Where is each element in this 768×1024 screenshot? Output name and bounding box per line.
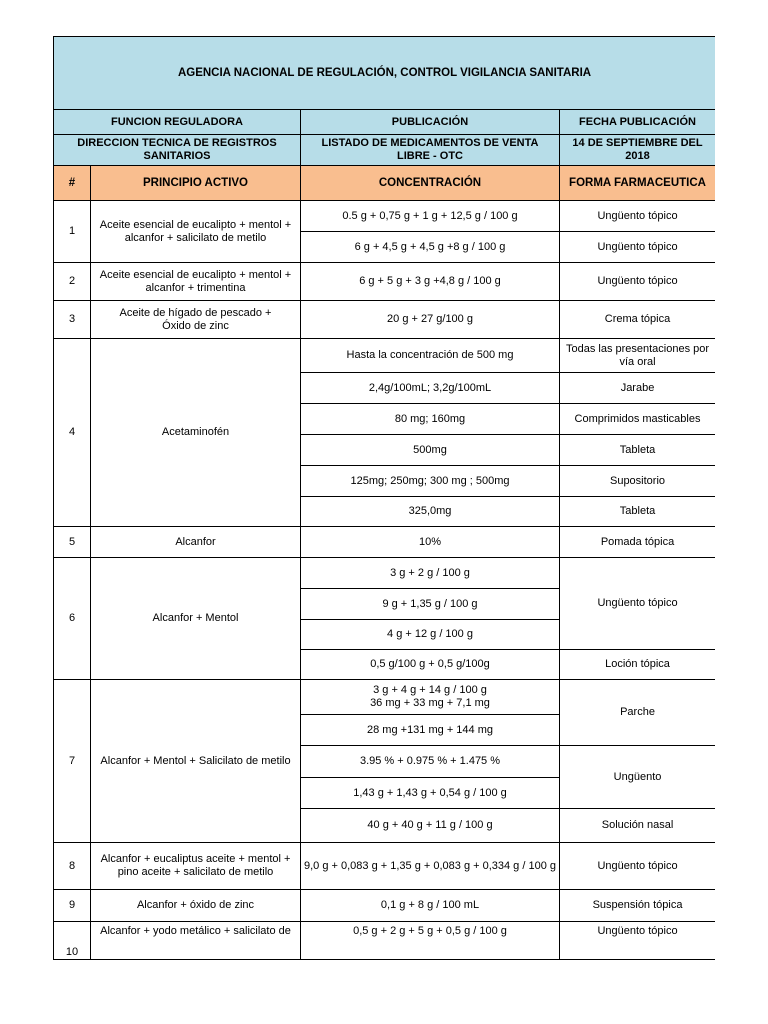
- forma-farmaceutica: Ungüento tópico: [560, 201, 716, 232]
- table-row: [54, 263, 716, 301]
- table-row: [54, 680, 716, 715]
- row-number: 4: [54, 339, 91, 527]
- concentracion: 2,4g/100mL; 3,2g/100mL: [301, 373, 560, 404]
- otc-medicines-table: [53, 36, 715, 960]
- principio-activo: Aceite esencial de eucalipto + mentol + alcanfor + salicilato de metilo: [91, 201, 301, 263]
- fecha-publicacion-value: 14 DE SEPTIEMBRE DEL 2018: [560, 135, 716, 166]
- row-number: 9: [54, 890, 91, 922]
- concentracion: 6 g + 5 g + 3 g +4,8 g / 100 g: [301, 263, 560, 301]
- forma-farmaceutica: Ungüento tópico: [560, 922, 716, 960]
- concentracion: 3 g + 2 g / 100 g: [301, 558, 560, 589]
- row-number: 6: [54, 558, 91, 680]
- publicacion-value: LISTADO DE MEDICAMENTOS DE VENTA LIBRE - OTC: [301, 135, 560, 166]
- forma-farmaceutica: Pomada tópica: [560, 527, 716, 558]
- concentracion: 500mg: [301, 435, 560, 466]
- concentracion: 0,5 g + 2 g + 5 g + 0,5 g / 100 g: [301, 922, 560, 960]
- principio-activo: Alcanfor + Mentol + Salicilato de metilo: [91, 680, 301, 843]
- agency-title: AGENCIA NACIONAL DE REGULACIÓN, CONTROL VIGILANCIA SANITARIA: [54, 37, 716, 110]
- forma-farmaceutica: Loción tópica: [560, 650, 716, 680]
- row-number: 7: [54, 680, 91, 843]
- principio-activo: Alcanfor + eucaliptus aceite + mentol + pino aceite + salicilato de metilo: [91, 843, 301, 890]
- funcion-reguladora-label: FUNCION REGULADORA: [54, 110, 301, 135]
- forma-farmaceutica: Ungüento tópico: [560, 843, 716, 890]
- concentracion: 3 g + 4 g + 14 g / 100 g 36 mg + 33 mg + 7,1 mg: [301, 680, 560, 715]
- column-header-forma: FORMA FARMACEUTICA: [560, 166, 716, 201]
- concentracion: 0,5 g/100 g + 0,5 g/100g: [301, 650, 560, 680]
- concentracion: 20 g + 27 g/100 g: [301, 301, 560, 339]
- column-header-number: #: [54, 166, 91, 201]
- row-number: 1: [54, 201, 91, 263]
- concentracion: 125mg; 250mg; 300 mg ; 500mg: [301, 466, 560, 497]
- concentracion: 4 g + 12 g / 100 g: [301, 620, 560, 650]
- column-header-principio: PRINCIPIO ACTIVO: [91, 166, 301, 201]
- row-number: 2: [54, 263, 91, 301]
- principio-activo: Aceite de hígado de pescado + Óxido de zinc: [91, 301, 301, 339]
- table-row: [54, 890, 716, 922]
- principio-activo: Alcanfor + Mentol: [91, 558, 301, 680]
- principio-activo: Aceite esencial de eucalipto + mentol + alcanfor + trimentina: [91, 263, 301, 301]
- spreadsheet-page: [53, 36, 715, 960]
- principio-activo: Alcanfor: [91, 527, 301, 558]
- forma-farmaceutica: Suspensión tópica: [560, 890, 716, 922]
- principio-activo: Acetaminofén: [91, 339, 301, 527]
- table-row: [54, 527, 716, 558]
- concentracion: 40 g + 40 g + 11 g / 100 g: [301, 809, 560, 843]
- concentracion: 3.95 % + 0.975 % + 1.475 %: [301, 746, 560, 778]
- table-row: [54, 301, 716, 339]
- principio-activo: Alcanfor + yodo metálico + salicilato de: [91, 922, 301, 960]
- concentracion: 6 g + 4,5 g + 4,5 g +8 g / 100 g: [301, 232, 560, 263]
- concentracion: 0.5 g + 0,75 g + 1 g + 12,5 g / 100 g: [301, 201, 560, 232]
- column-header-concentracion: CONCENTRACIÓN: [301, 166, 560, 201]
- concentracion: 80 mg; 160mg: [301, 404, 560, 435]
- row-number: 8: [54, 843, 91, 890]
- concentracion: 0,1 g + 8 g / 100 mL: [301, 890, 560, 922]
- concentracion: 9 g + 1,35 g / 100 g: [301, 589, 560, 620]
- forma-farmaceutica: Ungüento tópico: [560, 263, 716, 301]
- forma-farmaceutica: Ungüento: [560, 746, 716, 809]
- table-row: [54, 339, 716, 373]
- concentracion: 9,0 g + 0,083 g + 1,35 g + 0,083 g + 0,334 g / 100 g: [301, 843, 560, 890]
- forma-farmaceutica: Parche: [560, 680, 716, 746]
- table-row: [54, 201, 716, 232]
- concentracion: Hasta la concentración de 500 mg: [301, 339, 560, 373]
- table-row: [54, 922, 716, 960]
- forma-farmaceutica: Jarabe: [560, 373, 716, 404]
- row-number: 10: [54, 922, 91, 960]
- concentracion: 1,43 g + 1,43 g + 0,54 g / 100 g: [301, 778, 560, 809]
- concentracion: 10%: [301, 527, 560, 558]
- concentracion: 325,0mg: [301, 497, 560, 527]
- forma-farmaceutica: Solución nasal: [560, 809, 716, 843]
- concentracion: 28 mg +131 mg + 144 mg: [301, 715, 560, 746]
- fecha-publicacion-label: FECHA PUBLICACIÓN: [560, 110, 716, 135]
- publicacion-label: PUBLICACIÓN: [301, 110, 560, 135]
- forma-farmaceutica: Todas las presentaciones por vía oral: [560, 339, 716, 373]
- forma-farmaceutica: Supositorio: [560, 466, 716, 497]
- table-row: [54, 843, 716, 890]
- forma-farmaceutica: Ungüento tópico: [560, 558, 716, 650]
- forma-farmaceutica: Tableta: [560, 435, 716, 466]
- forma-farmaceutica: Comprimidos masticables: [560, 404, 716, 435]
- row-number: 3: [54, 301, 91, 339]
- forma-farmaceutica: Ungüento tópico: [560, 232, 716, 263]
- row-number: 5: [54, 527, 91, 558]
- forma-farmaceutica: Tableta: [560, 497, 716, 527]
- table-row: [54, 558, 716, 589]
- funcion-reguladora-value: DIRECCION TECNICA DE REGISTROS SANITARIOS: [54, 135, 301, 166]
- principio-activo: Alcanfor + óxido de zinc: [91, 890, 301, 922]
- forma-farmaceutica: Crema tópica: [560, 301, 716, 339]
